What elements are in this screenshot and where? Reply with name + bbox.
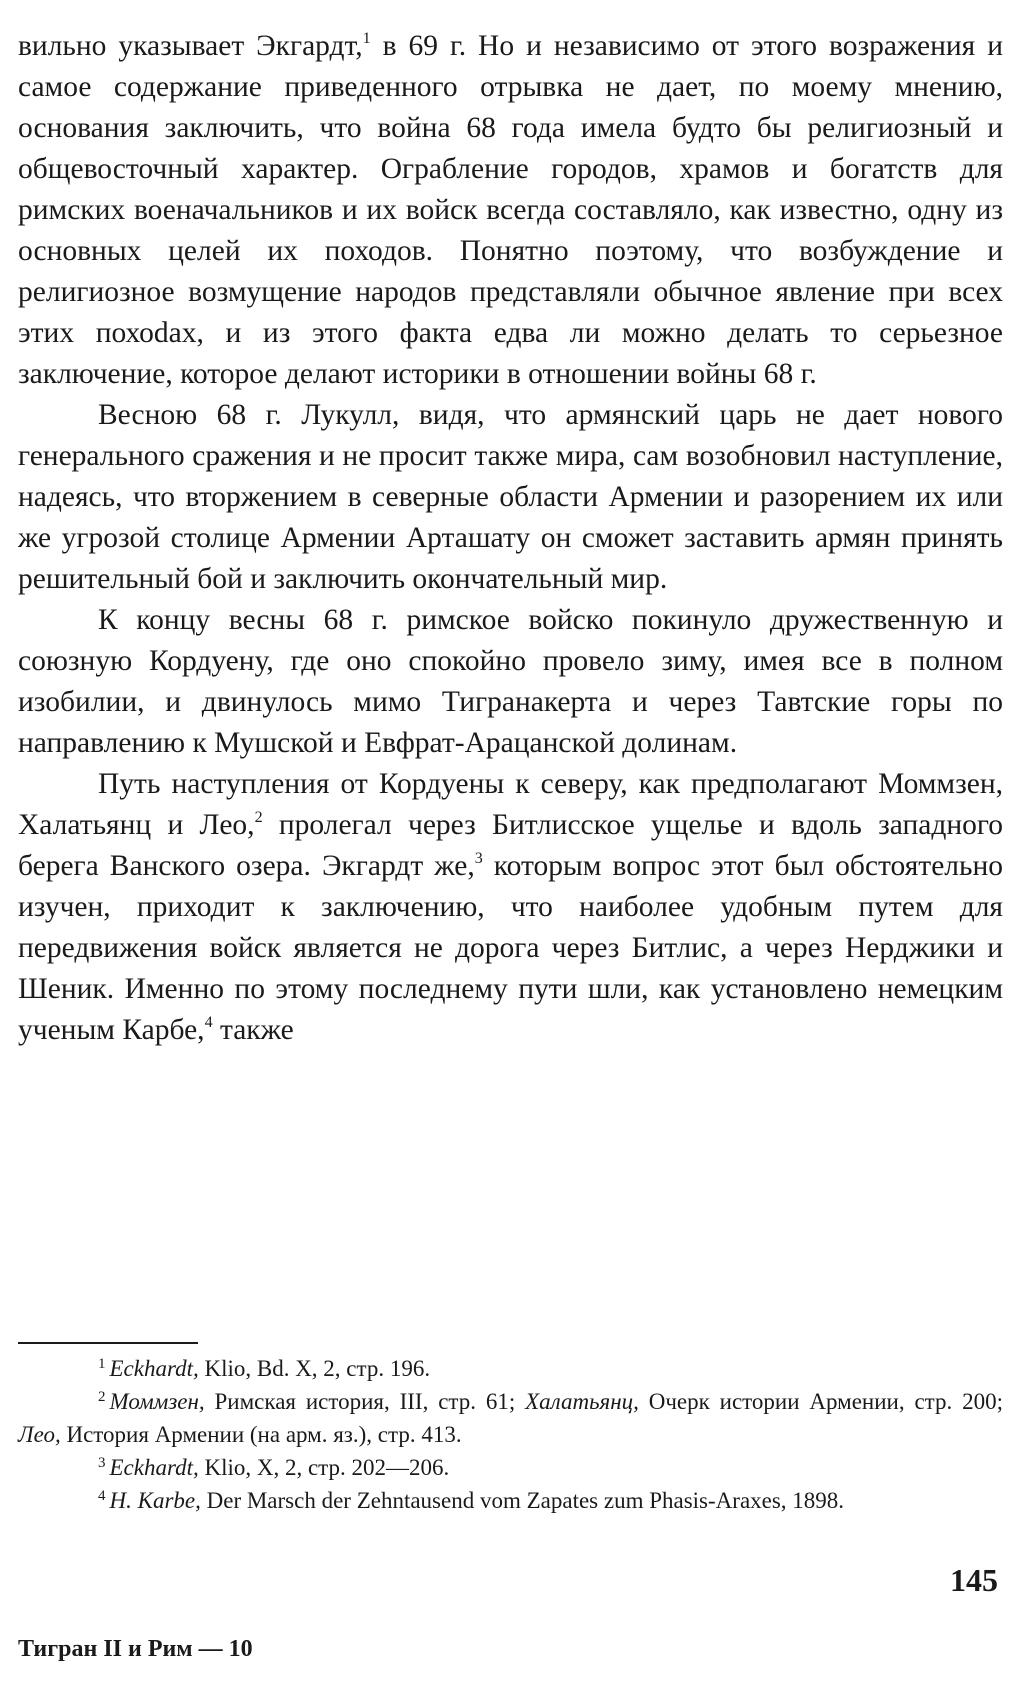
footnote-3 bbox=[18, 1451, 1003, 1484]
footnote-author: Eckhardt, bbox=[109, 1455, 199, 1480]
footnote-author: Моммзен, bbox=[109, 1389, 205, 1414]
footnote-2 bbox=[18, 1385, 1003, 1451]
paragraph-2: Весною 68 г. Лукулл, видя, что армянский царь не дает нового генерального сражения и не просит также мира, сам возобновил наступление, надеясь, что вторжением в северные области Армении и разорением их или же угрозой столице Армении Арташату он сможет заставить армян принять решительный бой и заключить окончательный мир. bbox=[18, 399, 1003, 595]
footnote-number: 3 bbox=[98, 1455, 106, 1471]
paragraph-4: Путь наступления от Кордуены к северу, как предполагают Моммзен, Халатьянц и Лео,$^2$ пролегал через Битлисское ущелье и вдоль западного берега Ванского озера. Экгардт же,$^3$ которым вопрос этот был обстоятельно изучен, приходит к заключению, что наиболее удобным путем для передвижения войск является не дорога через Битлис, а через Нерджики и Шеник. Именно по этому последнему пути шли, как установлено немецким ученым Карбе,$^4$ также bbox=[18, 768, 1004, 1046]
footnote-author: Eckhardt, bbox=[109, 1356, 199, 1381]
page-number: 145 bbox=[950, 1562, 998, 1598]
footnote-ref: 1 bbox=[362, 30, 371, 47]
footnotes bbox=[18, 1352, 1003, 1517]
footnote-number: 4 bbox=[98, 1488, 106, 1504]
paragraph-3: К концу весны 68 г. римское войско покинуло дружественную и союзную Кордуену, где оно спокойно провело зиму, имея все в полном изобилии, и двинулось мимо Тигранакерта и через Тавтские горы по направлению к Мушской и Евфрат-Арацанской долинам. bbox=[18, 604, 1003, 759]
footnote-text: Очерк истории Армении, стр. 200; bbox=[648, 1389, 1003, 1414]
printer-signature: Тигран II и Рим — 10 bbox=[18, 1636, 253, 1662]
footnote-1 bbox=[18, 1352, 1003, 1385]
footnote-ref: 2 bbox=[254, 809, 263, 826]
footnote-author: Лео, bbox=[18, 1422, 61, 1447]
footnote-separator bbox=[18, 1342, 198, 1344]
footnote-4 bbox=[18, 1484, 1003, 1517]
footnote-text: История Армении (на арм. яз.), стр. 413. bbox=[66, 1422, 462, 1447]
footnote-ref: 4 bbox=[204, 1014, 213, 1031]
footnote-ref: 3 bbox=[474, 850, 483, 867]
footnote-text: Der Marsch der Zehntausend vom Zapates zum Phasis-Araxes, 1898. bbox=[206, 1488, 845, 1513]
footnote-number: 2 bbox=[98, 1389, 106, 1405]
footnote-number: 1 bbox=[98, 1356, 106, 1372]
footnote-text: Klio, Bd. X, 2, стр. 196. bbox=[204, 1356, 431, 1381]
main-text bbox=[18, 26, 1003, 1051]
footnote-text: Римская история, III, стр. 61; bbox=[214, 1389, 526, 1414]
paragraph-1: вильно указывает Экгардт,$^1$ в 69 г. Но и независимо от этого возражения и самое содержание приведенного отрывка не дает, по моему мнению, основания заключить, что война 68 года имела будто бы религиозный и общевосточный характер. Ограбление городов, храмов и богатств для римских военачальников и их войск всегда составляло, как известно, одну из основных целей их походов. Понятно поэтому, что возбуждение и религиозное возмущение народов представляли обычное явление при всех этих похоdах, и из этого факта едва ли можно делать то серьезное заключение, которое делают историки в отношении войны 68 г. bbox=[18, 30, 1003, 390]
footnote-text: Klio, X, 2, стр. 202—206. bbox=[204, 1455, 450, 1480]
footnote-author: H. Karbe, bbox=[109, 1488, 201, 1513]
footnote-author: Халатьянц, bbox=[525, 1389, 639, 1414]
